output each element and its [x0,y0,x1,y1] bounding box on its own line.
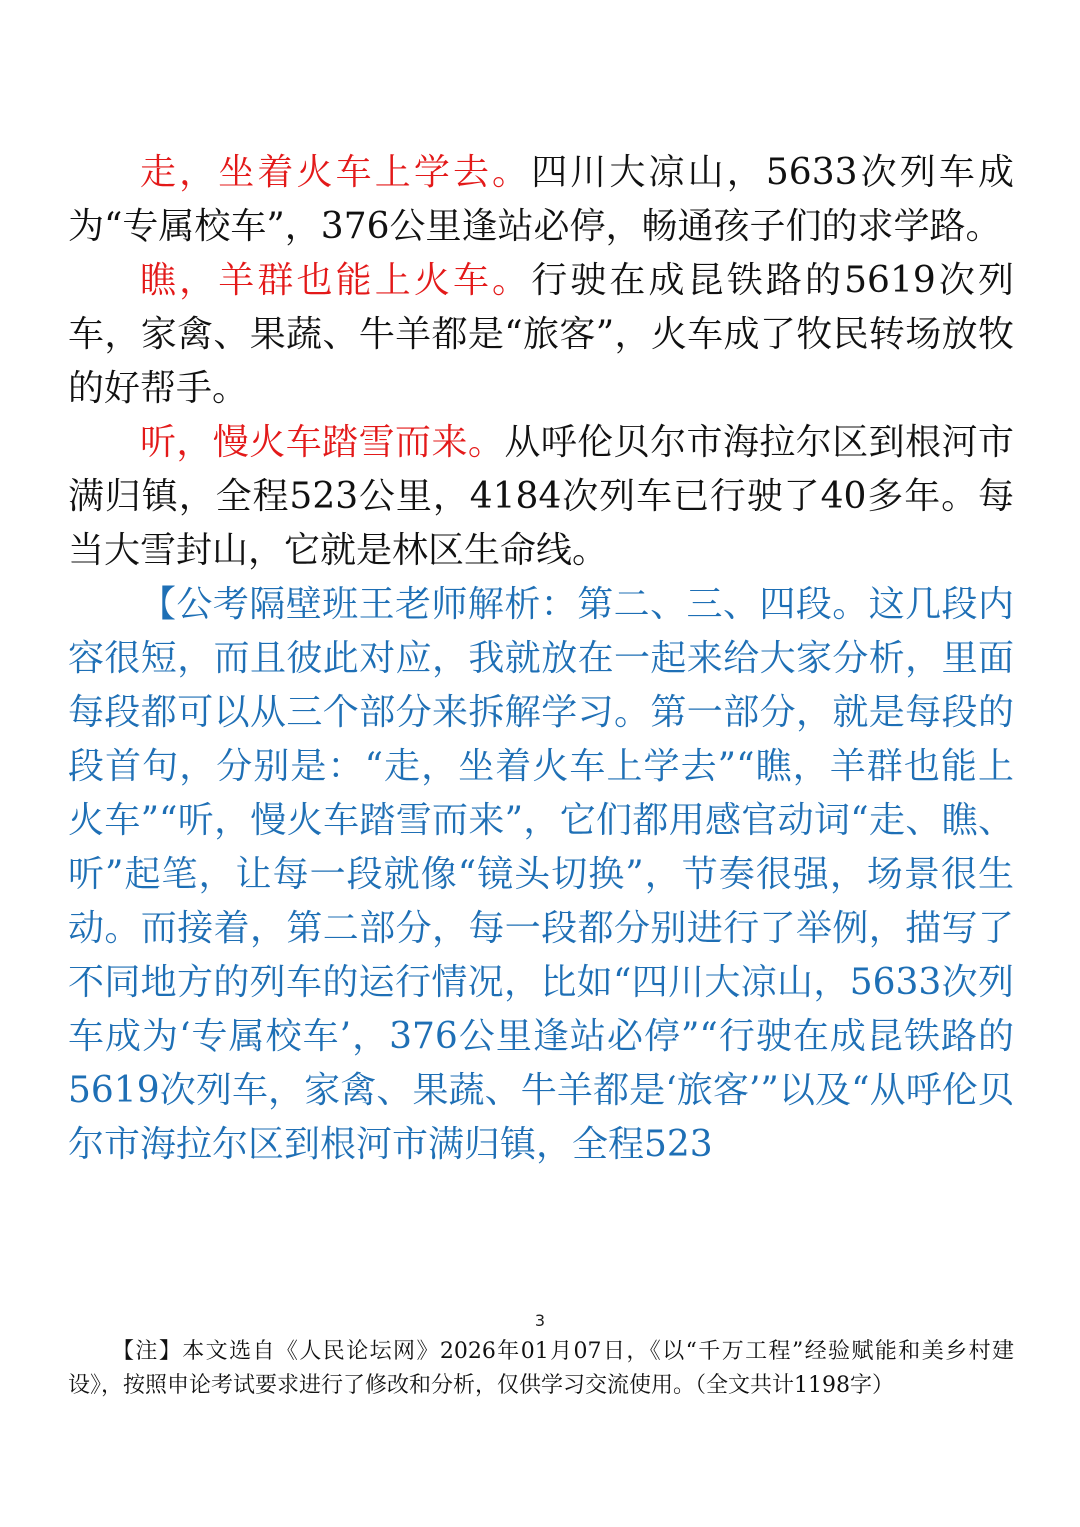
analysis-paragraph: 【公考隔壁班王老师解析：第二、三、四段。这几段内容很短，而且彼此对应，我就放在一起来给大家分析，里面每段都可以从三个部分来拆解学习。第一部分，就是每段的段首句，分别是：“走，坐着火车上学去”“瞧，羊群也能上火车”“听，慢火车踏雪而来”，它们都用感官动词“走、瞧、听”起笔，让每一段就像“镜头切换”，节奏很强，场景很生动。而接着，第二部分，每一段都分别进行了举例，描写了不同地方的列车的运行情况，比如“四川大凉山，5633次列车成为‘专属校车’，376公里逢站必停”“行驶在成昆铁路的5619次列车，家禽、果蔬、牛羊都是‘旅客’”以及“从呼伦贝尔市海拉尔区到根河市满归镇，全程523 [68,584,1014,1165]
article-body [68,146,1014,1172]
paragraph-lead: 听，慢火车踏雪而来。 [140,422,505,463]
paragraph-lead: 走，坐着火车上学去。 [140,152,532,193]
paragraph-text: 四川大凉山，5633次列车成为“专属校车”，376公里逢站必停，畅通孩子们的求学路。 [68,152,1014,247]
paragraph-text: 从呼伦贝尔市海拉尔区到根河市满归镇，全程523公里，4184次列车已行驶了40多年。每当大雪封山，它就是林区生命线。 [68,422,1014,571]
source-note: 【注】本文选自《人民论坛网》2026年01月07日，《以“千万工程”经验赋能和美乡村建设》，按照申论考试要求进行了修改和分析，仅供学习交流使用。（全文共计1198字） [68,1339,1014,1398]
paragraph-sheep-train [68,254,1014,416]
page-number: 3 [534,1311,546,1330]
paragraph-text: 行驶在成昆铁路的5619次列车，家禽、果蔬、牛羊都是“旅客”，火车成了牧民转场放牧的好帮手。 [68,260,1014,409]
paragraph-snow-train [68,416,1014,578]
paragraph-school-train [68,146,1014,254]
paragraph-lead: 瞧，羊群也能上火车。 [140,260,532,301]
